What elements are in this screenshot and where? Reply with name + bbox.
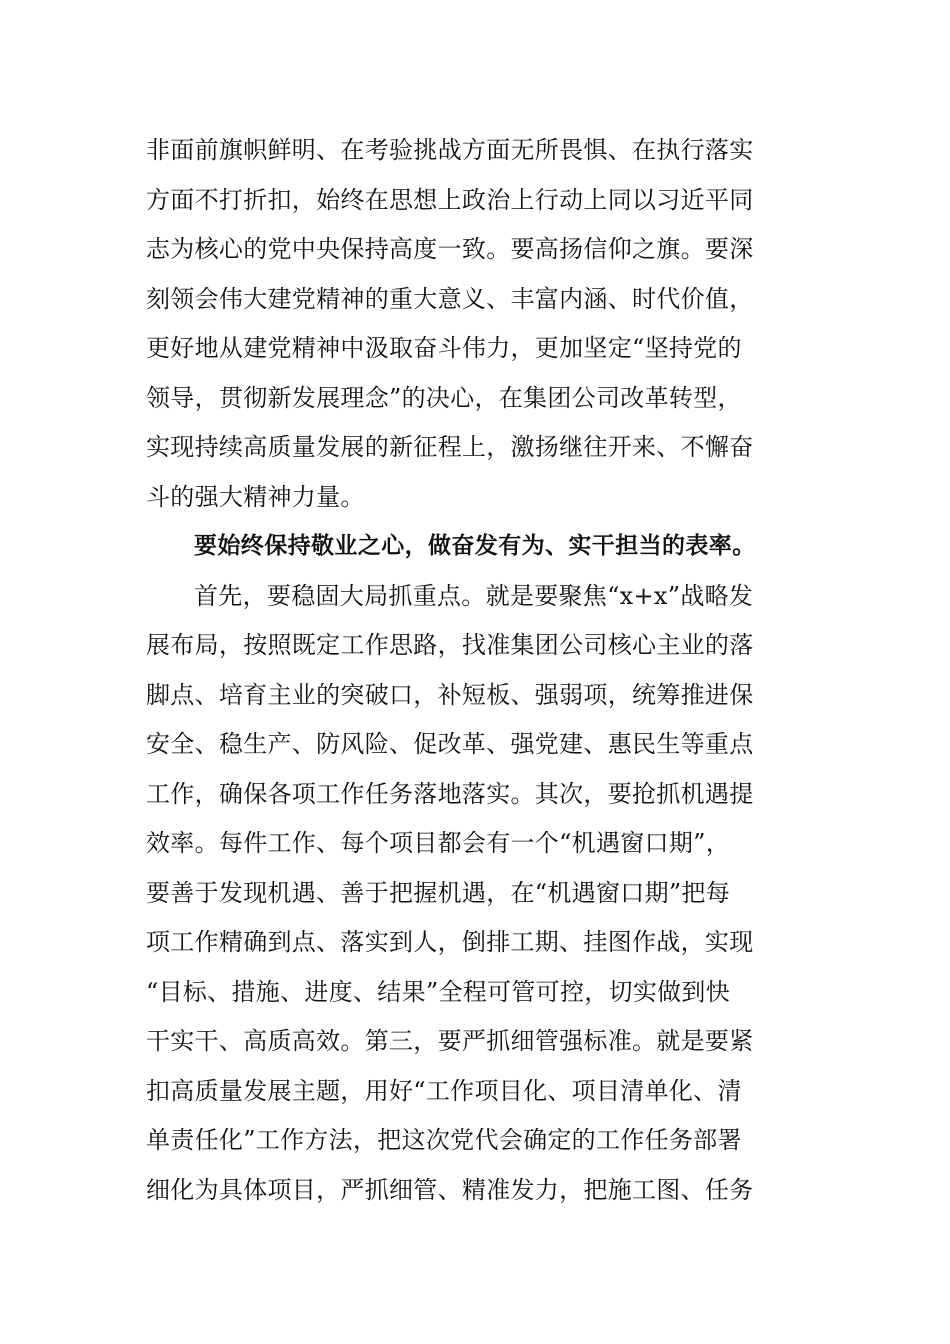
body-text	[146, 126, 808, 1215]
text-line: 干实干、高质高效。第三，要严抓细管强标准。就是要紧	[146, 1027, 754, 1055]
text-line: 效率。每件工作、每个项目都会有一个“机遇窗口期”，	[146, 829, 731, 857]
text-line: 首先，要稳固大局抓重点。就是要聚焦“x+x”战略发	[194, 581, 754, 610]
text-line: 更好地从建党精神中汲取奋斗伟力，更加坚定“坚持党的	[146, 334, 742, 362]
text-line: 斗的强大精神力量。	[146, 482, 365, 511]
text-line: 要善于发现机遇、善于把握机遇，在“机遇窗口期”把每	[146, 878, 731, 907]
text-line: “目标、措施、进度、结果”全程可管可控，切实做到快	[146, 977, 731, 1006]
text-line: 项工作精确到点、落实到人，倒排工期、挂图作战，实现	[146, 928, 754, 956]
text-line: 脚点、培育主业的突破口，补短板、强弱项，统筹推进保	[146, 680, 754, 709]
text-line: 细化为具体项目，严抓细管、精准发力，把施工图、任务	[146, 1175, 754, 1204]
text-line: 展布局，按照既定工作思路，找准集团公司核心主业的落	[146, 631, 754, 659]
paragraph-2	[146, 572, 808, 1216]
text-line: 志为核心的党中央保持高度一致。要高扬信仰之旗。要深	[146, 235, 754, 263]
section-heading: 要始终保持敬业之心，做奋发有为、实干担当的表率。	[194, 533, 756, 559]
text-line: 领导，贯彻新发展理念”的决心，在集团公司改革转型，	[146, 383, 742, 412]
paragraph-1	[146, 126, 808, 522]
text-line: 方面不打折扣，始终在思想上政治上行动上同以习近平同	[146, 185, 754, 214]
text-line: 实现持续高质量发展的新征程上，激扬继往开来、不懈奋	[146, 433, 754, 461]
text-line: 单责任化”工作方法，把这次党代会确定的工作任务部署	[146, 1126, 742, 1154]
text-line: 扣高质量发展主题，用好“工作项目化、项目清单化、清	[146, 1076, 742, 1105]
text-line: 工作，确保各项工作任务落地落实。其次，要抢抓机遇提	[146, 779, 754, 808]
text-line: 安全、稳生产、防风险、促改革、强党建、惠民生等重点	[146, 730, 754, 758]
text-line: 刻领会伟大建党精神的重大意义、丰富内涵、时代价值，	[146, 284, 754, 313]
text-line: 非面前旗帜鲜明、在考验挑战方面无所畏惧、在执行落实	[146, 136, 754, 164]
